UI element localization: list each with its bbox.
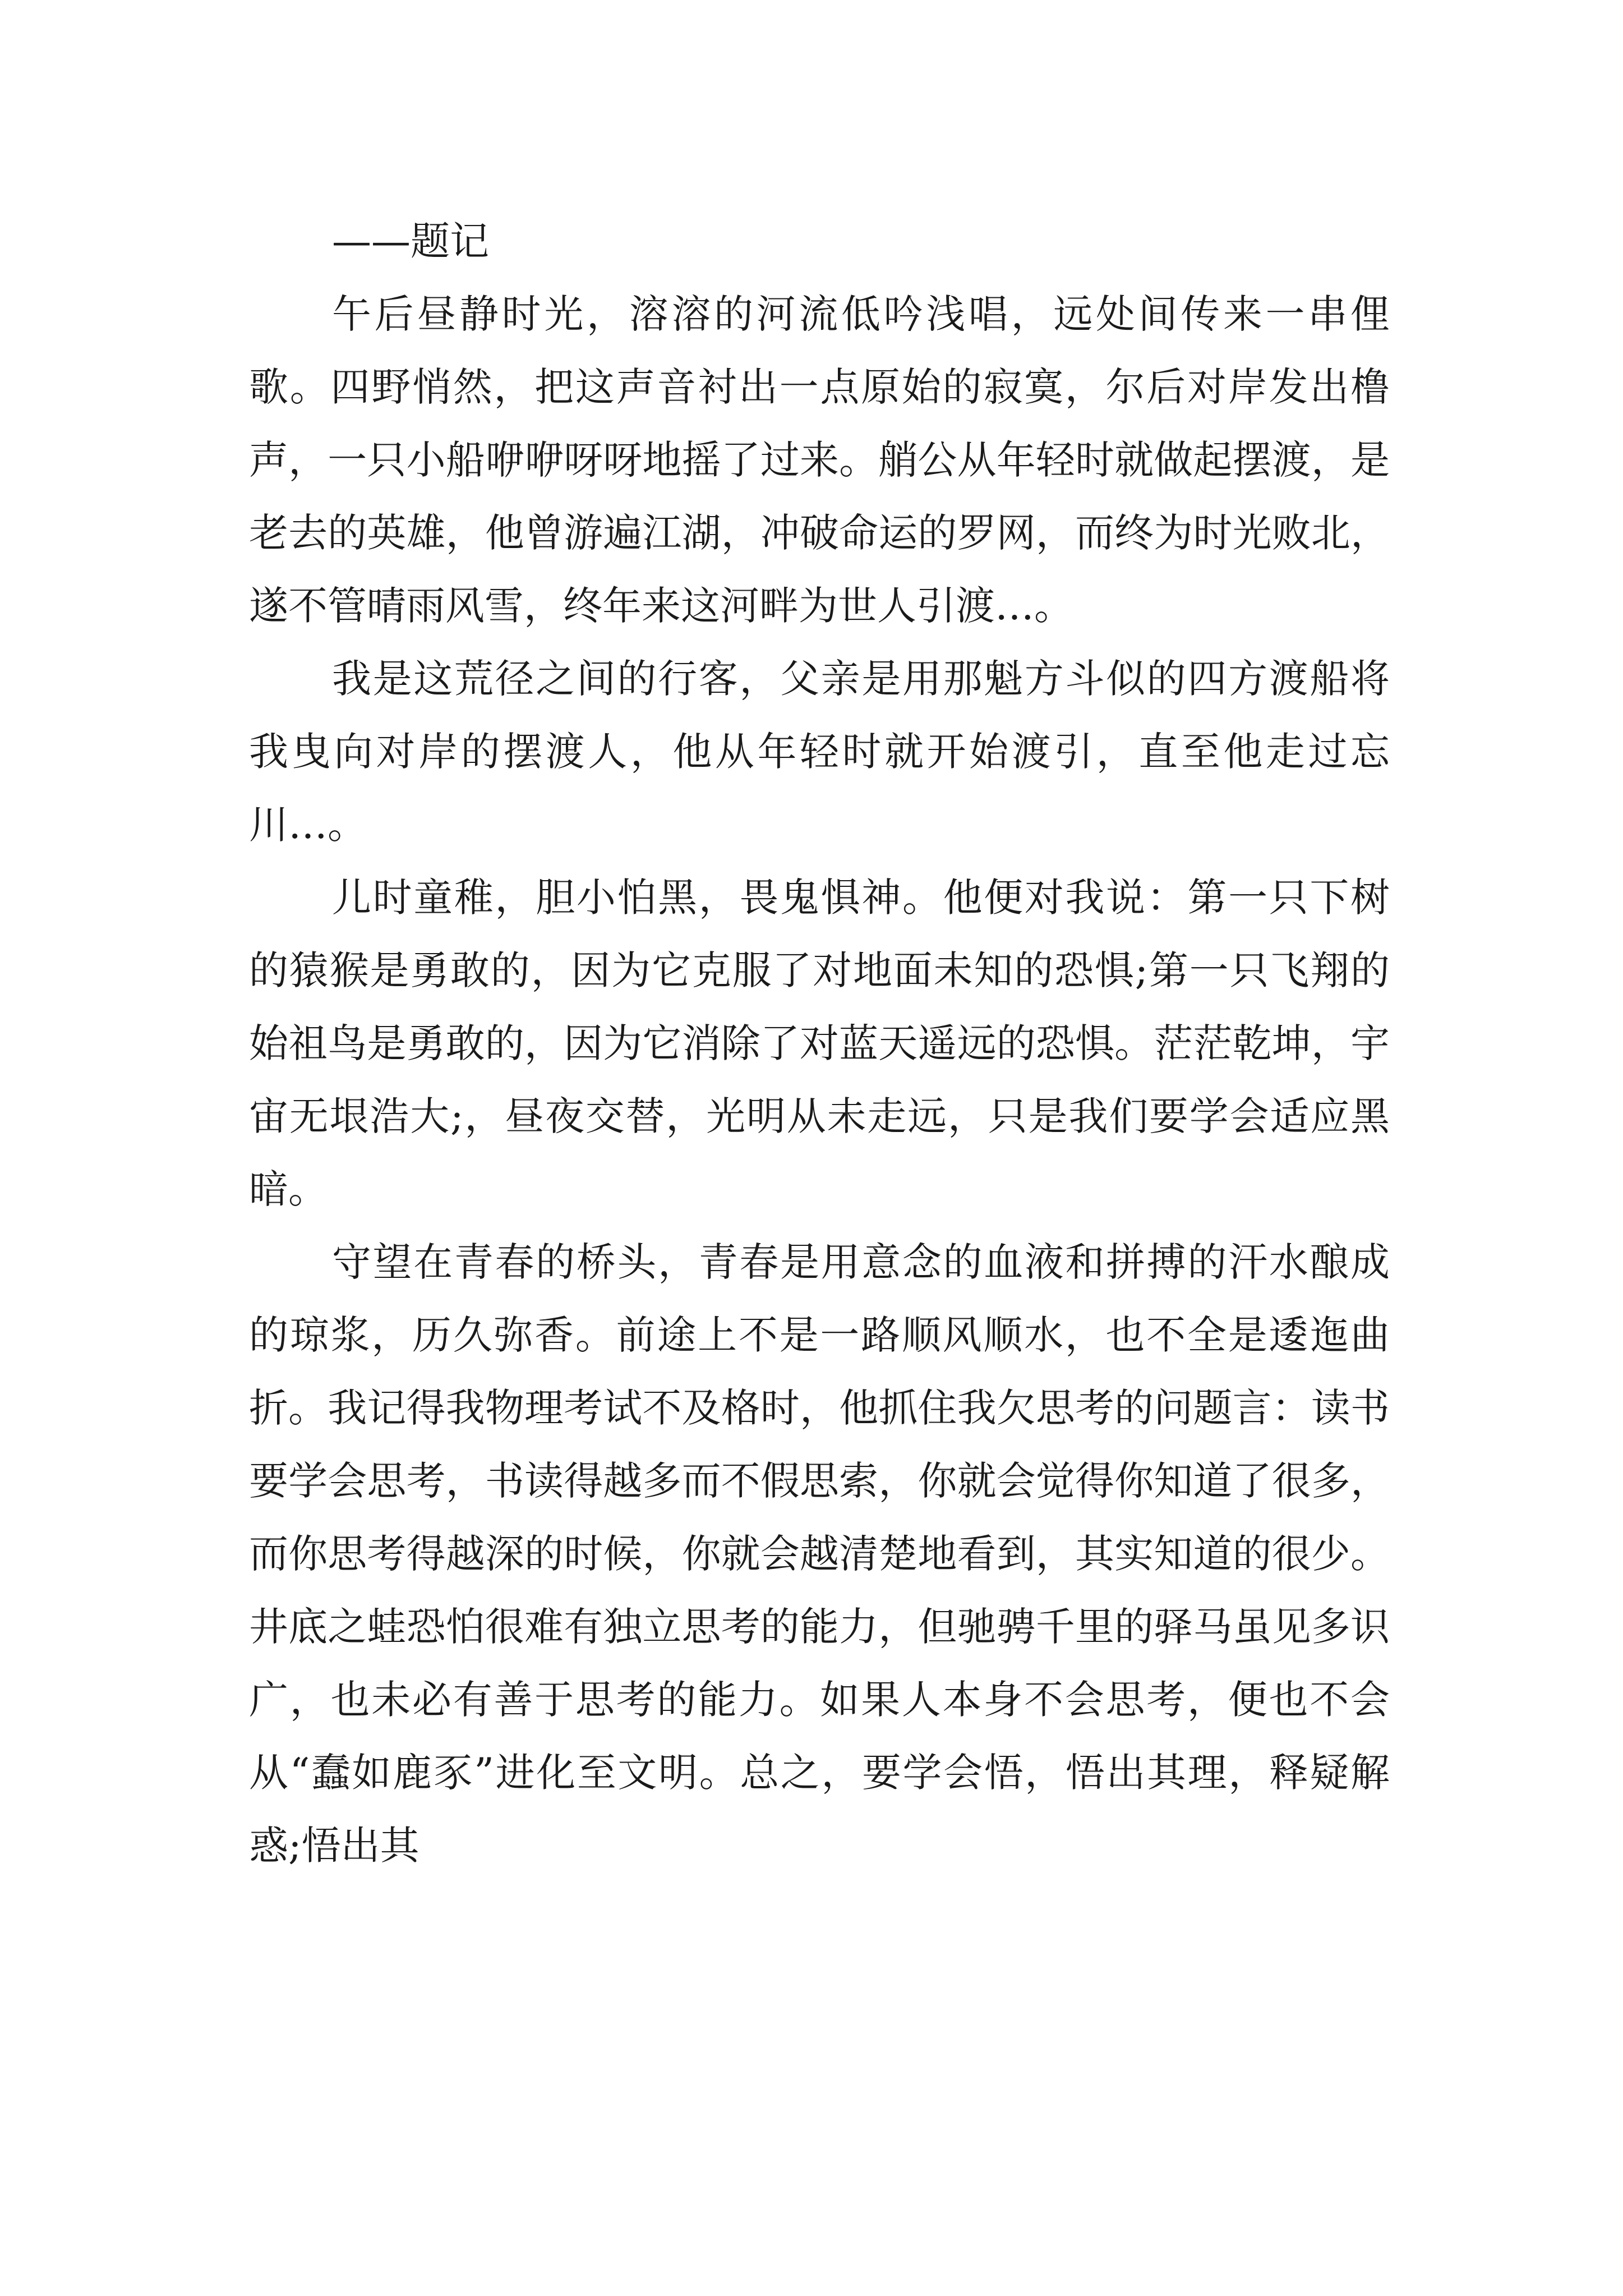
article-body xyxy=(249,205,1390,1882)
paragraph-1: 午后昼静时光，溶溶的河流低吟浅唱，远处间传来一串俚歌。四野悄然，把这声音衬出一点原始的寂寞，尔后对岸发出橹声，一只小船咿咿呀呀地摇了过来。艄公从年轻时就做起摆渡，是老去的英雄，他曾游遍江湖，冲破命运的罗网，而终为时光败北，遂不管晴雨风雪，终年来这河畔为世人引渡…。 xyxy=(249,291,1390,629)
paragraph-4: 守望在青春的桥头，青春是用意念的血液和拼搏的汗水酿成的琼浆，历久弥香。前途上不是一路顺风顺水，也不全是逶迤曲折。我记得我物理考试不及格时，他抓住我欠思考的问题言：读书要学会思考，书读得越多而不假思索，你就会觉得你知道了很多，而你思考得越深的时候，你就会越清楚地看到，其实知道的很少。井底之蛙恐怕很难有独立思考的能力，但驰骋千里的驿马虽见多识广，也未必有善于思考的能力。如果人本身不会思考，便也不会从“蠢如鹿豕”进化至文明。总之，要学会悟，悟出其理，释疑解惑;悟出其 xyxy=(249,1239,1390,1869)
paragraph-3: 儿时童稚，胆小怕黑，畏鬼惧神。他便对我说：第一只下树的猿猴是勇敢的，因为它克服了对地面未知的恐惧;第一只飞翔的始祖鸟是勇敢的，因为它消除了对蓝天遥远的恐惧。茫茫乾坤，宇宙无垠浩大;，昼夜交替，光明从未走远，只是我们要学会适应黑暗。 xyxy=(249,875,1390,1212)
epigraph-signature: ——题记 xyxy=(332,218,489,264)
paragraph-2: 我是这荒径之间的行客，父亲是用那魁方斗似的四方渡船将我曳向对岸的摆渡人，他从年轻时就开始渡引，直至他走过忘川…。 xyxy=(249,656,1390,848)
